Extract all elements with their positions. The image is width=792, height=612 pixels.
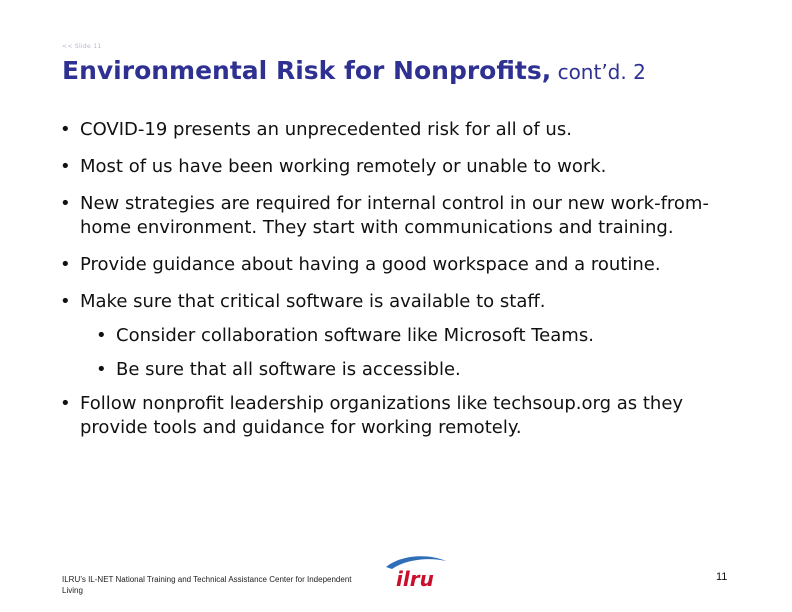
page-title [62, 56, 646, 85]
logo-text: ilru [396, 567, 434, 591]
bullet-item: • Follow nonprofit leadership organizations like techsoup.org as they provide tools and guidance for working remotely. [60, 392, 750, 440]
title-main: Environmental Risk for Nonprofits, [62, 56, 552, 85]
sub-bullet-item: • Be sure that all software is accessible. [96, 358, 750, 382]
page-number: 11 [716, 571, 728, 583]
bullet-item: • COVID-19 presents an unprecedented risk for all of us. [60, 118, 750, 142]
bullet-item: • Make sure that critical software is available to staff. [60, 290, 750, 314]
bullet-item: • New strategies are required for internal control in our new work-from-home environment. They start with communications and training. [60, 192, 750, 240]
title-continued: cont’d. 2 [551, 60, 646, 84]
ilru-logo [382, 553, 452, 591]
footer-org-text: ILRU’s IL-NET National Training and Technical Assistance Center for Independent Living [62, 575, 352, 595]
bullet-list [60, 118, 750, 453]
sub-bullet-item: • Consider collaboration software like Microsoft Teams. [96, 324, 750, 348]
bullet-item: • Provide guidance about having a good workspace and a routine. [60, 253, 750, 277]
slide-number-label: << Slide 11 [62, 43, 102, 50]
bullet-item: • Most of us have been working remotely or unable to work. [60, 155, 750, 179]
